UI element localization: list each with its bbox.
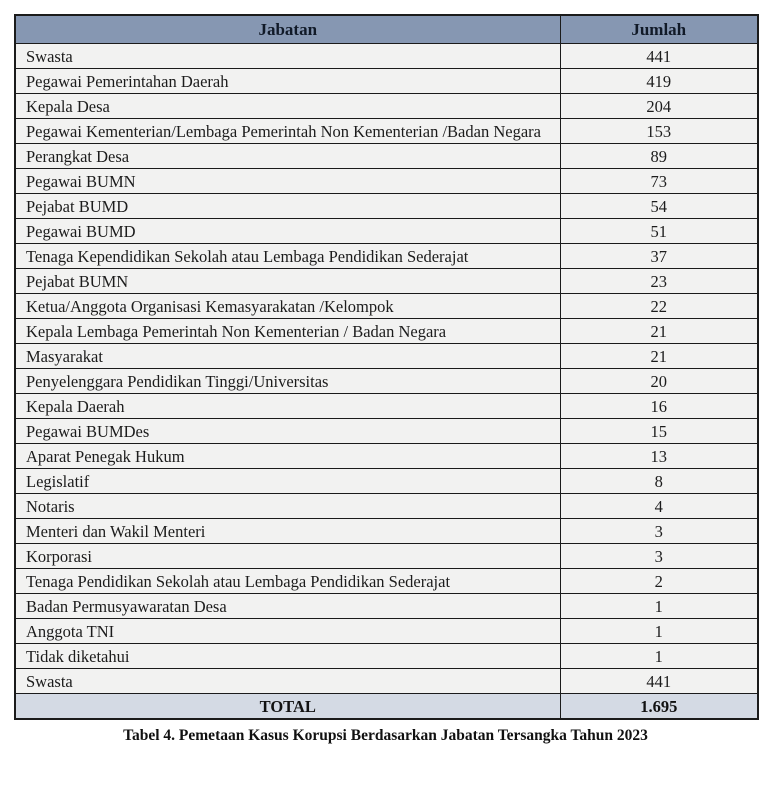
table-row: [15, 594, 758, 619]
total-row: [15, 694, 758, 720]
table-row: [15, 669, 758, 694]
table-row: [15, 44, 758, 69]
jabatan-cell: Legislatif: [15, 469, 560, 494]
jumlah-cell: 73: [560, 169, 758, 194]
jumlah-cell: 153: [560, 119, 758, 144]
jumlah-cell: 16: [560, 394, 758, 419]
jabatan-cell: Anggota TNI: [15, 619, 560, 644]
table-row: [15, 444, 758, 469]
table-row: [15, 644, 758, 669]
jabatan-cell: Pegawai Kementerian/Lembaga Pemerintah Non Kementerian /Badan Negara: [15, 119, 560, 144]
jumlah-cell: 3: [560, 519, 758, 544]
jumlah-cell: 23: [560, 269, 758, 294]
jabatan-cell: Tenaga Pendidikan Sekolah atau Lembaga Pendidikan Sederajat: [15, 569, 560, 594]
jumlah-cell: 441: [560, 669, 758, 694]
jumlah-cell: 1: [560, 594, 758, 619]
table-row: [15, 269, 758, 294]
jabatan-cell: Notaris: [15, 494, 560, 519]
table-row: [15, 519, 758, 544]
table-row: [15, 244, 758, 269]
jumlah-cell: 20: [560, 369, 758, 394]
jabatan-cell: Penyelenggara Pendidikan Tinggi/Universitas: [15, 369, 560, 394]
jumlah-cell: 54: [560, 194, 758, 219]
jabatan-cell: Kepala Desa: [15, 94, 560, 119]
jabatan-cell: Aparat Penegak Hukum: [15, 444, 560, 469]
total-label-cell: TOTAL: [15, 694, 560, 720]
jumlah-cell: 419: [560, 69, 758, 94]
table-body: [15, 44, 758, 694]
jumlah-cell: 2: [560, 569, 758, 594]
jabatan-cell: Pegawai BUMDes: [15, 419, 560, 444]
table-row: [15, 369, 758, 394]
jabatan-cell: Swasta: [15, 669, 560, 694]
jabatan-cell: Kepala Lembaga Pemerintah Non Kementerian / Badan Negara: [15, 319, 560, 344]
jabatan-cell: Ketua/Anggota Organisasi Kemasyarakatan /Kelompok: [15, 294, 560, 319]
total-value-cell: 1.695: [560, 694, 758, 720]
table-row: [15, 69, 758, 94]
jabatan-jumlah-table: [14, 14, 759, 720]
table-row: [15, 194, 758, 219]
jumlah-cell: 204: [560, 94, 758, 119]
jumlah-cell: 1: [560, 644, 758, 669]
jabatan-cell: Swasta: [15, 44, 560, 69]
jabatan-cell: Kepala Daerah: [15, 394, 560, 419]
table-row: [15, 419, 758, 444]
jumlah-cell: 8: [560, 469, 758, 494]
jumlah-cell: 89: [560, 144, 758, 169]
table-row: [15, 394, 758, 419]
jabatan-cell: Tidak diketahui: [15, 644, 560, 669]
jabatan-cell: Badan Permusyawaratan Desa: [15, 594, 560, 619]
jumlah-cell: 13: [560, 444, 758, 469]
table-row: [15, 469, 758, 494]
jabatan-cell: Pejabat BUMN: [15, 269, 560, 294]
table-row: [15, 319, 758, 344]
jabatan-cell: Tenaga Kependidikan Sekolah atau Lembaga Pendidikan Sederajat: [15, 244, 560, 269]
jabatan-cell: Korporasi: [15, 544, 560, 569]
column-header-jabatan: Jabatan: [15, 15, 560, 44]
table-row: [15, 619, 758, 644]
jumlah-cell: 21: [560, 319, 758, 344]
table-row: [15, 94, 758, 119]
jabatan-cell: Masyarakat: [15, 344, 560, 369]
table-header-row: [15, 15, 758, 44]
jabatan-cell: Pejabat BUMD: [15, 194, 560, 219]
table-row: [15, 344, 758, 369]
table-row: [15, 569, 758, 594]
jabatan-cell: Menteri dan Wakil Menteri: [15, 519, 560, 544]
jumlah-cell: 3: [560, 544, 758, 569]
column-header-jumlah: Jumlah: [560, 15, 758, 44]
jumlah-cell: 22: [560, 294, 758, 319]
jabatan-cell: Pegawai Pemerintahan Daerah: [15, 69, 560, 94]
table-row: [15, 219, 758, 244]
table-row: [15, 169, 758, 194]
table-row: [15, 294, 758, 319]
jumlah-cell: 21: [560, 344, 758, 369]
table-row: [15, 494, 758, 519]
jumlah-cell: 37: [560, 244, 758, 269]
table-row: [15, 544, 758, 569]
jumlah-cell: 441: [560, 44, 758, 69]
jabatan-cell: Pegawai BUMN: [15, 169, 560, 194]
table-row: [15, 144, 758, 169]
jumlah-cell: 1: [560, 619, 758, 644]
table-row: [15, 119, 758, 144]
table-caption: Tabel 4. Pemetaan Kasus Korupsi Berdasarkan Jabatan Tersangka Tahun 2023: [123, 727, 648, 744]
jabatan-cell: Perangkat Desa: [15, 144, 560, 169]
jumlah-cell: 51: [560, 219, 758, 244]
jumlah-cell: 4: [560, 494, 758, 519]
jumlah-cell: 15: [560, 419, 758, 444]
jabatan-cell: Pegawai BUMD: [15, 219, 560, 244]
